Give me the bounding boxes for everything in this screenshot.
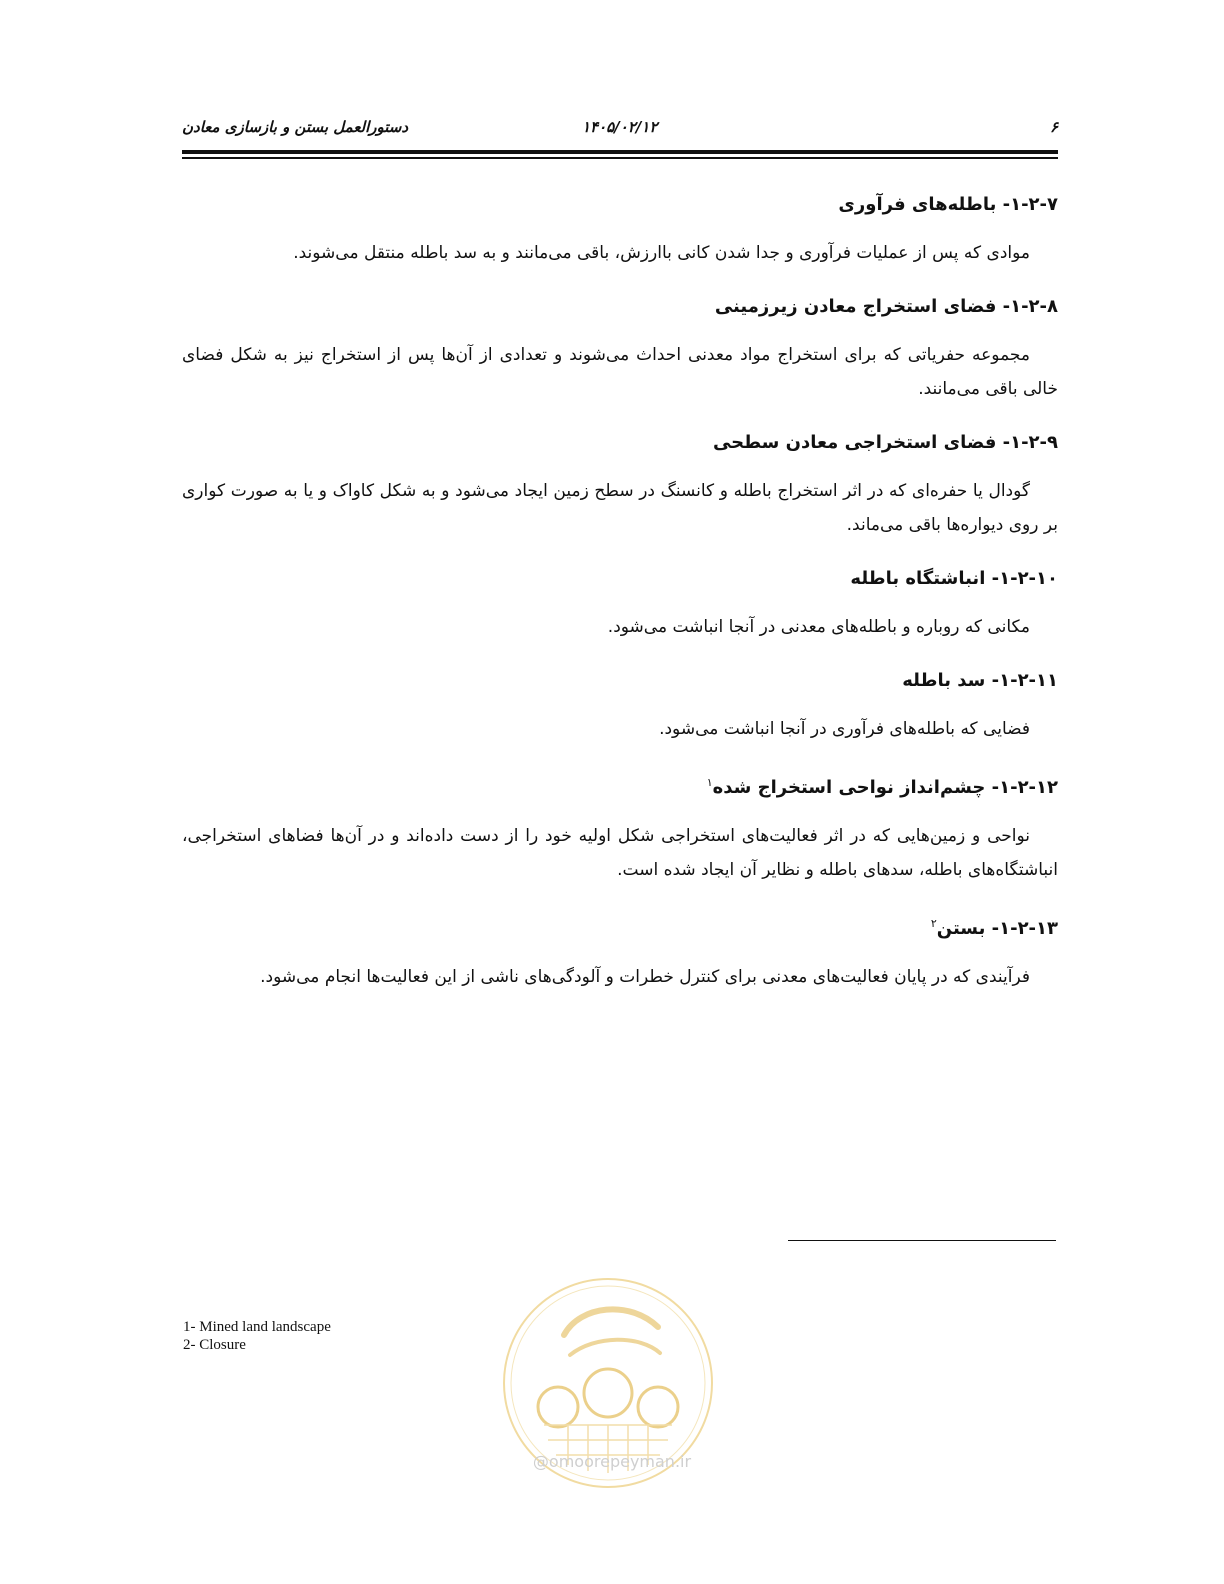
section-text: مکانی که روباره و باطله‌های معدنی در آنجا انباشت می‌شود. bbox=[607, 617, 1030, 637]
section-heading: ۱-۲-۱۲- چشم‌انداز نواحی استخراج شده$^۱$ bbox=[706, 776, 1058, 798]
section-1-2-8 bbox=[182, 292, 1058, 406]
section-text: مجموعه حفریاتی که برای استخراج مواد معدنی احداث می‌شوند و تعدادی از آن‌ها پس از استخراج نیز به شکل فضای خالی باقی می‌مانند. bbox=[182, 345, 1058, 399]
section-text: گودال یا حفره‌ای که در اثر استخراج باطله و کانسنگ در سطح زمین ایجاد می‌شود و به شکل کاواک و یا به صورت کواری بر روی دیواره‌ها باقی می‌ماند. bbox=[182, 481, 1058, 535]
section-1-2-9 bbox=[182, 428, 1058, 542]
document-body bbox=[182, 190, 1058, 1016]
section-heading: ۱-۲-۱۳- بستن$^۲$ bbox=[930, 917, 1058, 939]
page-header bbox=[182, 118, 1058, 142]
footnote-ref: ۲ bbox=[930, 917, 937, 930]
section-1-2-11 bbox=[182, 666, 1058, 746]
section-1-2-13 bbox=[182, 909, 1058, 994]
section-heading: ۱-۲-۸- فضای استخراج معادن زیرزمینی bbox=[714, 296, 1058, 317]
footnote-ref: ۱ bbox=[706, 776, 713, 789]
section-text: فضایی که باطله‌های فرآوری در آنجا انباشت می‌شود. bbox=[659, 719, 1030, 739]
watermark-caption: @omoorepeyman.ir bbox=[532, 1452, 692, 1471]
header-rule-thin bbox=[182, 157, 1058, 159]
page-number: ۶ bbox=[1049, 118, 1058, 136]
section-1-2-12 bbox=[182, 768, 1058, 887]
section-1-2-10 bbox=[182, 564, 1058, 644]
footnote-item: 1- Mined land landscape bbox=[183, 1319, 331, 1335]
section-text: فرآیندی که در پایان فعالیت‌های معدنی برای کنترل خطرات و آلودگی‌های ناشی از این فعالیت‌ها انجام می‌شود. bbox=[260, 967, 1030, 987]
section-heading: ۱-۲-۷- باطله‌های فرآوری bbox=[838, 194, 1058, 215]
footnote-item: 2- Closure bbox=[183, 1337, 246, 1353]
section-text: نواحی و زمین‌هایی که در اثر فعالیت‌های استخراجی شکل اولیه خود را از دست داده‌اند و در آن‌ها فضاهای استخراجی، انباشتگاه‌های باطله، سدهای باطله و نظایر آن ایجاد شده است. bbox=[182, 826, 1058, 880]
section-1-2-7 bbox=[182, 190, 1058, 270]
document-title: دستورالعمل بستن و بازسازی معادن bbox=[182, 118, 409, 136]
header-date: ۱۴۰۵/۰۲/۱۲ bbox=[582, 118, 658, 136]
header-rule-thick bbox=[182, 150, 1058, 154]
section-heading: ۱-۲-۹- فضای استخراجی معادن سطحی bbox=[712, 432, 1058, 453]
section-text: موادی که پس از عملیات فرآوری و جدا شدن کانی باارزش، باقی می‌مانند و به سد باطله منتقل می‌شوند. bbox=[293, 243, 1030, 263]
section-heading: ۱-۲-۱۱- سد باطله bbox=[902, 670, 1058, 691]
section-heading: ۱-۲-۱۰- انباشتگاه باطله bbox=[850, 568, 1058, 589]
footnote-rule bbox=[788, 1240, 1056, 1241]
footnotes bbox=[183, 1318, 331, 1354]
